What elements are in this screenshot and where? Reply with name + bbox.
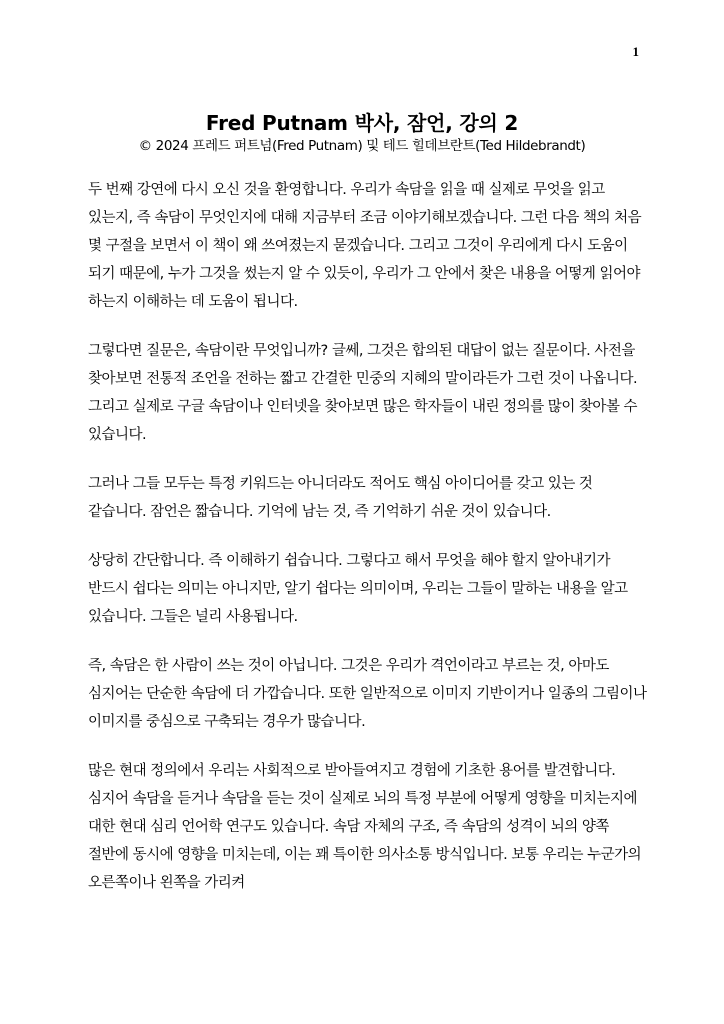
paragraph: 상당히 간단합니다. 즉 이해하기 쉽습니다. 그렇다고 해서 무엇을 해야 할지 알아내기가 반드시 쉽다는 의미는 아니지만, 알기 쉽다는 의미이며, 우리는 그들이 말하는 내용을 알고 있습니다. 그들은 널리 사용됩니다. [88,553,628,625]
paragraph: 즉, 속담은 한 사람이 쓰는 것이 아닙니다. 그것은 우리가 격언이라고 부르는 것, 아마도 심지어는 단순한 속담에 더 가깝습니다. 또한 일반적으로 이미지 기반이거나 일종의 그림이나 이미지를 중심으로 구축되는 경우가 많습니다. [88,658,647,730]
paragraph: 많은 현대 정의에서 우리는 사회적으로 받아들여지고 경험에 기초한 용어를 발견합니다. 심지어 속담을 듣거나 속담을 듣는 것이 실제로 뇌의 특정 부분에 어떻게 영향을 미치는지에 대한 현대 심리 언어학 연구도 있습니다. 속담 자체의 구조, 즉 속담의 성격이 뇌의 양쪽 절반에 동시에 영향을 미치는데, 이는 꽤 특이한 의사소통 방식입니다. 보통 우리는 누군가의 오른쪽이나 왼쪽을 가리켜 [88,763,642,891]
paragraph: 그렇다면 질문은, 속담이란 무엇입니까? 글쎄, 그것은 합의된 대답이 없는 질문이다. 사전을 찾아보면 전통적 조언을 전하는 짧고 간결한 민중의 지혜의 말이라든가 그런 것이 나옵니다. 그리고 실제로 구글 속담이나 인터넷을 찾아보면 많은 학자들이 내린 정의를 많이 찾아볼 수 있습니다. [88,343,638,443]
lecture-body [88,176,648,918]
page-number: 1 [632,44,639,59]
copyright-line: © 2024 프레드 퍼트넘(Fred Putnam) 및 테드 힐데브란트(Ted Hildebrandt) [138,138,586,154]
page-title: Fred Putnam 박사, 잠언, 강의 2 [205,111,519,136]
paragraph: 두 번째 강연에 다시 오신 것을 환영합니다. 우리가 속담을 읽을 때 실제로 무엇을 읽고 있는지, 즉 속담이 무엇인지에 대해 지금부터 조금 이야기해보겠습니다. 그런 다음 책의 처음 몇 구절을 보면서 이 책이 왜 쓰여졌는지 묻겠습니다. 그리고 그것이 우리에게 다시 도움이 되기 때문에, 누가 그것을 썼는지 알 수 있듯이, 우리가 그 안에서 찾은 내용을 어떻게 읽어야 하는지 이해하는 데 도움이 됩니다. [88,182,642,310]
paragraph: 그러나 그들 모두는 특정 키워드는 아니더라도 적어도 핵심 아이디어를 갖고 있는 것 같습니다. 잠언은 짧습니다. 기억에 남는 것, 즉 기억하기 쉬운 것이 있습니다. [88,476,593,520]
